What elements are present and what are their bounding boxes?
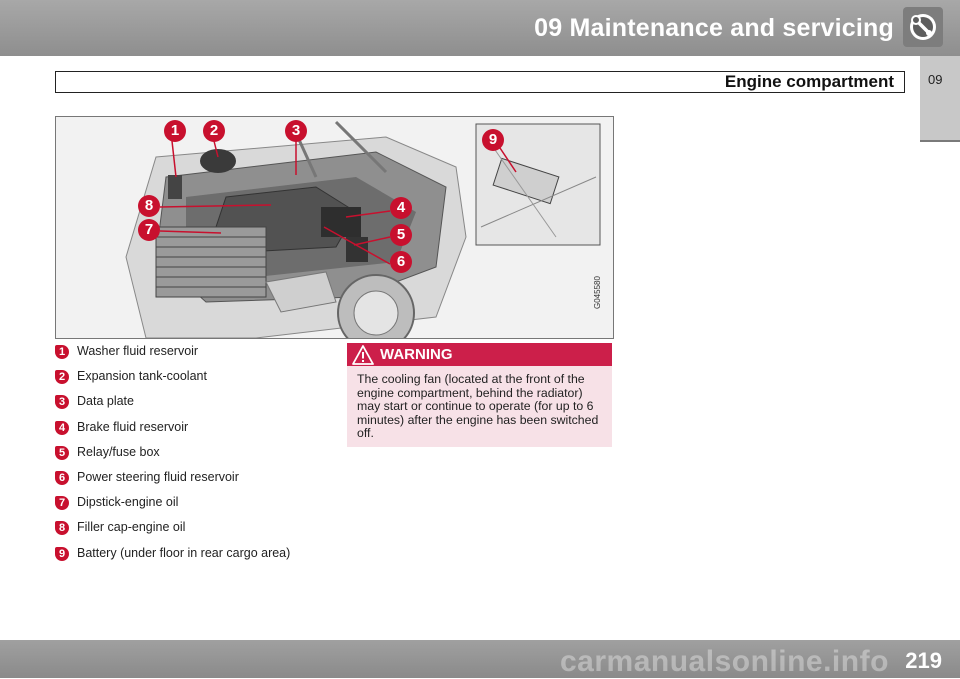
- legend-item: [55, 343, 345, 368]
- legend-number: 2: [55, 370, 69, 384]
- legend-item: [55, 444, 345, 469]
- section-title: Engine compartment: [724, 72, 894, 91]
- legend-text: Washer fluid reservoir: [77, 344, 199, 358]
- legend-text: Relay/fuse box: [77, 444, 160, 459]
- watermark: carmanualsonline.info: [560, 645, 889, 678]
- legend-number: 5: [55, 446, 69, 460]
- legend-text: Dipstick-engine oil: [77, 495, 179, 510]
- legend-text: Brake fluid reservoir: [77, 419, 189, 434]
- legend-number: 6: [55, 471, 69, 485]
- legend-item: [55, 469, 345, 494]
- legend-item: [55, 519, 345, 544]
- legend-item: [55, 494, 345, 519]
- warning-title: WARNING: [380, 346, 453, 363]
- legend-number: 8: [55, 521, 69, 535]
- legend-item: [55, 545, 345, 570]
- page-number: 219: [905, 648, 942, 673]
- callout-5: 5: [390, 224, 412, 246]
- callout-7: 7: [138, 219, 160, 241]
- chapter-tab-label: 09: [928, 72, 943, 87]
- legend-text: Power steering fluid reservoir: [77, 469, 239, 484]
- callout-1: 1: [164, 120, 186, 142]
- callout-3: 3: [285, 120, 307, 142]
- callout-4: 4: [390, 197, 412, 219]
- callout-2: 2: [203, 120, 225, 142]
- legend-number: 3: [55, 395, 69, 409]
- legend-item: [55, 393, 345, 418]
- chapter-header-bar: [0, 0, 960, 56]
- legend-number: 7: [55, 496, 69, 510]
- callout-9: 9: [482, 129, 504, 151]
- wrench-icon: [902, 6, 944, 48]
- section-header: [55, 71, 905, 93]
- legend-number: 1: [55, 345, 69, 359]
- warning-triangle-icon: [352, 345, 374, 365]
- legend-item: [55, 419, 345, 444]
- callout-6: 6: [390, 251, 412, 273]
- chapter-tab[interactable]: [920, 56, 960, 142]
- legend-text: Battery (under floor in rear cargo area): [77, 545, 291, 560]
- legend-number: 4: [55, 421, 69, 435]
- warning-text: The cooling fan (located at the front of the engine compartment, behind the radiator) may start or continue to operate (for up to 6 minutes) after the engine has been switched off.: [357, 372, 599, 441]
- image-code: G045580: [593, 276, 602, 309]
- warning-box: [347, 343, 612, 447]
- legend-text: Expansion tank-coolant: [77, 369, 207, 384]
- legend-list: [55, 343, 345, 570]
- legend-number: 9: [55, 547, 69, 561]
- legend-text: Filler cap-engine oil: [77, 520, 186, 535]
- callout-8: 8: [138, 195, 160, 217]
- chapter-title: 09 Maintenance and servicing: [534, 14, 894, 42]
- engine-compartment-figure: [55, 116, 614, 339]
- legend-text: Data plate: [77, 394, 134, 409]
- warning-header: [347, 343, 612, 366]
- legend-item: [55, 368, 345, 393]
